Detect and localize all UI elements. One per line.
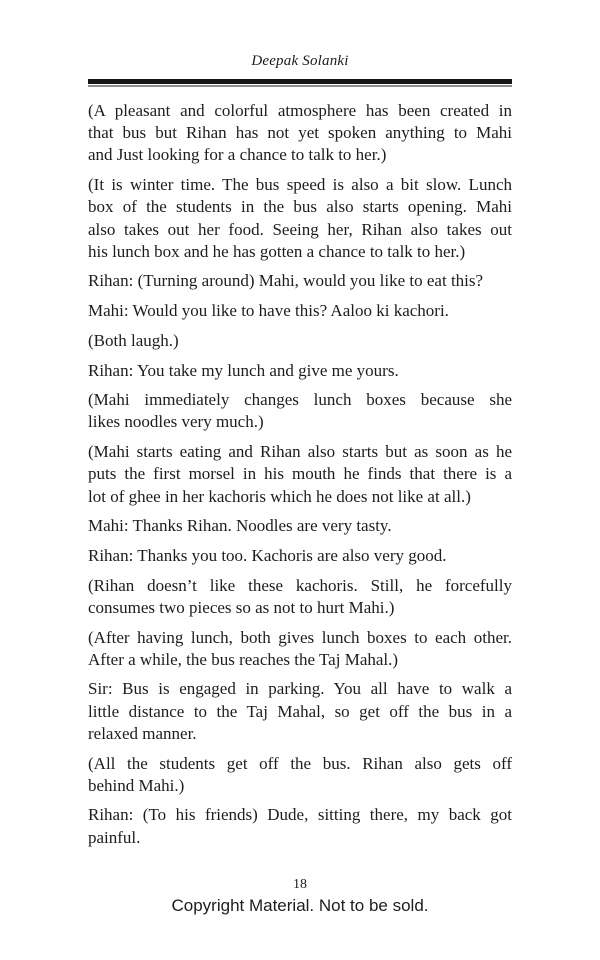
page-text [88, 100, 512, 856]
text-line: (Mahi immediately changes lunch boxes because she [88, 390, 512, 410]
divider-thin-line [88, 85, 512, 87]
stage-direction-paragraph [88, 575, 512, 619]
text-line: (It is winter time. The bus speed is also a bit slow. Lunch [88, 175, 512, 195]
header-divider [88, 79, 512, 87]
dialogue-paragraph [88, 545, 512, 567]
copyright-notice: Copyright Material. Not to be sold. [171, 896, 429, 915]
text-line: (After having lunch, both gives lunch boxes to each other. [88, 627, 512, 647]
text-line: (Rihan doesn’t like these kachoris. Still, he forcefully [88, 575, 512, 595]
text-line: little distance to the Taj Mahal, so get off the bus in a [88, 701, 512, 721]
page-number: 18 [293, 877, 307, 892]
stage-direction-paragraph [88, 174, 512, 263]
stage-direction-paragraph [88, 753, 512, 797]
text-line: Mahi: Thanks Rihan. Noodles are very tasty. [88, 516, 392, 536]
text-line: behind Mahi.) [88, 775, 185, 795]
text-line: Rihan: (Turning around) Mahi, would you like to eat this? [88, 271, 484, 291]
text-line: relaxed manner. [88, 723, 197, 743]
text-line: After a while, the bus reaches the Taj Mahal.) [88, 649, 399, 669]
text-line: box of the students in the bus also starts opening. Mahi [88, 197, 512, 217]
dialogue-paragraph [88, 360, 512, 382]
text-line: his lunch box and he has gotten a chance to talk to her.) [88, 241, 466, 261]
text-line: lot of ghee in her kachoris which he does not like at all.) [88, 486, 471, 506]
stage-direction-paragraph [88, 389, 512, 433]
dialogue-paragraph [88, 515, 512, 537]
text-line: likes noodles very much.) [88, 412, 264, 432]
dialogue-paragraph [88, 804, 512, 848]
stage-direction-paragraph [88, 100, 512, 167]
text-line: Rihan: You take my lunch and give me yours. [88, 360, 399, 380]
text-line: and Just looking for a chance to talk to her.) [88, 145, 387, 165]
text-line: (All the students get off the bus. Rihan also gets off [88, 753, 512, 773]
text-line: Rihan: Thanks you too. Kachoris are also very good. [88, 545, 447, 565]
text-line: Sir: Bus is engaged in parking. You all have to walk a [88, 679, 512, 699]
divider-thick-line [88, 79, 512, 84]
text-line: (A pleasant and colorful atmosphere has been created in [88, 101, 512, 120]
text-line: (Both laugh.) [88, 330, 179, 350]
text-line: (Mahi starts eating and Rihan also starts but as soon as he [88, 442, 512, 462]
text-line: Mahi: Would you like to have this? Aaloo ki kachori. [88, 301, 449, 321]
dialogue-paragraph [88, 300, 512, 322]
stage-direction-paragraph [88, 441, 512, 508]
text-line: consumes two pieces so as not to hurt Mahi.) [88, 597, 395, 617]
page-footer [0, 876, 600, 916]
text-line: Rihan: (To his friends) Dude, sitting there, my back got [88, 805, 512, 825]
running-header-author: Deepak Solanki [251, 53, 349, 69]
stage-direction-paragraph [88, 330, 512, 352]
text-line: painful. [88, 827, 141, 847]
stage-direction-paragraph [88, 627, 512, 671]
text-line: that bus but Rihan has not yet spoken anything to Mahi [88, 123, 512, 143]
text-line: also takes out her food. Seeing her, Rihan also takes out [88, 219, 512, 239]
text-line: puts the first morsel in his mouth he finds that there is a [88, 464, 512, 484]
dialogue-paragraph [88, 678, 512, 745]
dialogue-paragraph [88, 270, 512, 292]
